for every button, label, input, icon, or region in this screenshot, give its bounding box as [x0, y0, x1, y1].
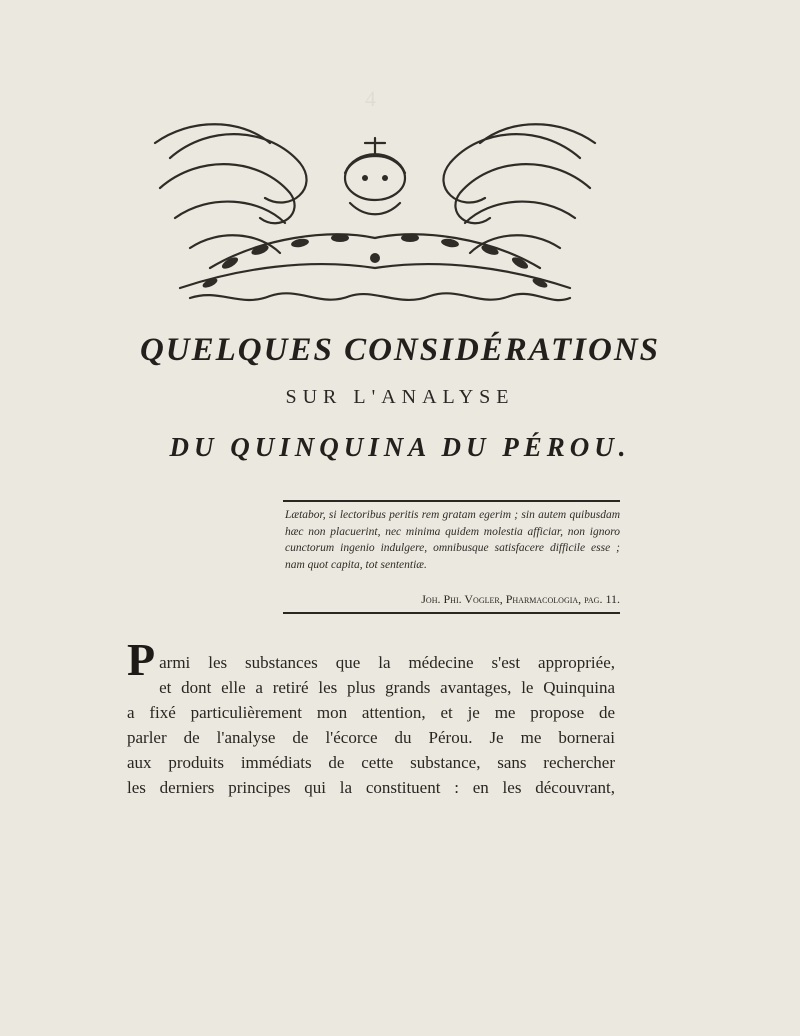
decorative-headpiece: [150, 118, 600, 308]
body-line: a fixé particulièrement mon attention, et je me propose de: [127, 703, 615, 722]
body-line: les derniers principes qui la constituent : en les découvrant,: [127, 778, 615, 797]
epigraph-top-rule: [283, 500, 620, 502]
body-line: armi les substances que la médecine s'est appropriée,: [159, 653, 615, 672]
epigraph-bottom-rule: [283, 612, 620, 614]
epigraph-source: Joh. Phi. Vogler, Pharmacologia, pag. 11.: [421, 592, 620, 606]
body-line: parler de l'analyse de l'écorce du Pérou. Je me bornerai: [127, 728, 615, 747]
epigraph-text: Lætabor, si lectoribus peritis rem gratam egerim ; sin autem quibusdam hæc non placuerint, nec minima quidem molestia afficiar, non ignoro cunctorum ingenio indulgere, omnibusque satisfacere difficile esse ; nam quot capita, tot sententiæ.: [285, 509, 620, 571]
drop-cap: P: [127, 634, 156, 685]
body-paragraph: [127, 636, 615, 800]
title-line-2: SUR L'ANALYSE: [285, 386, 515, 408]
body-line: et dont elle a retiré les plus grands avantages, le Quinquina: [159, 678, 615, 697]
page-number-bleedthrough: 4: [365, 86, 376, 111]
title-line-1: QUELQUES CONSIDÉRATIONS: [139, 332, 661, 368]
body-line: aux produits immédiats de cette substance, sans rechercher: [127, 753, 615, 772]
title-line-3: DU QUINQUINA DU PÉROU.: [169, 432, 631, 462]
